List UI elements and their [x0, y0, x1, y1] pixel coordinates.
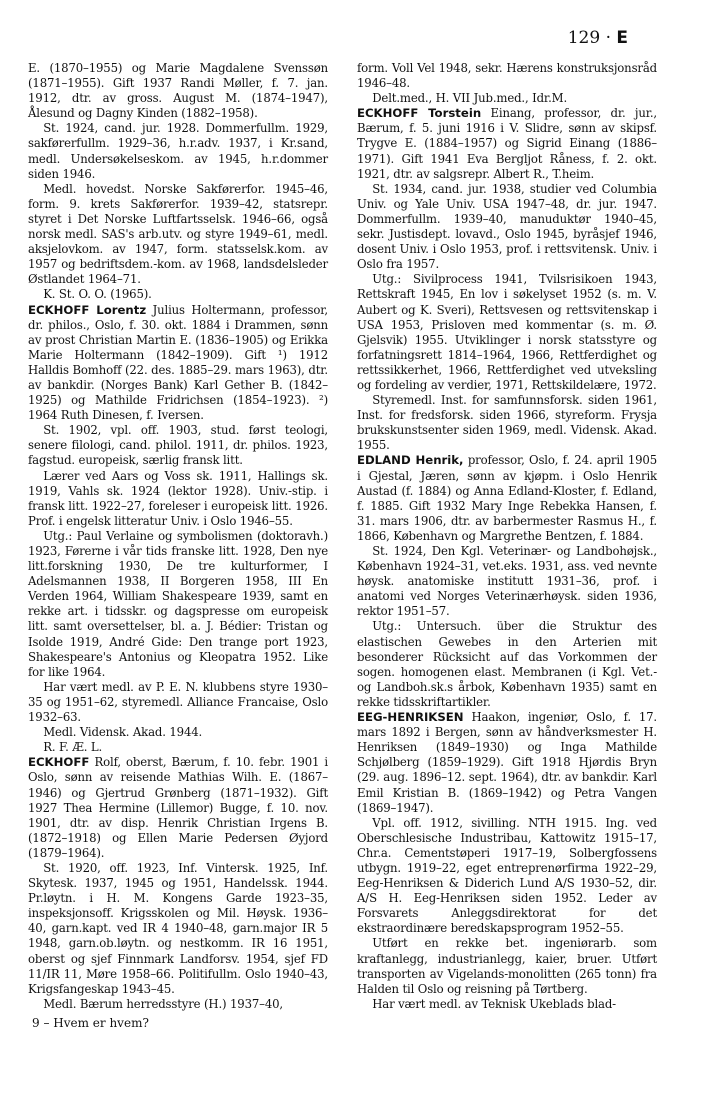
entry-paragraph: Vpl. off. 1912, sivilling. NTH 1915. Ing. ved Oberschlesische Industribau, Kattowitz 1915–17, Chr.a. Cementstøperi 1917–19, Solbergfossens utbygn. 1919–22, eget entreprenørfirma 1922–29, Eeg-Henriksen & Diderich Lund A/S 1930–52, dir. A/S H. Eeg-Henriksen siden 1952. Leder av Forsvarets Anleggsdirektorat for det ekstraordinære beredskapsprogram 1952–55.	[357, 815, 657, 936]
entry-text: professor, Oslo, f. 24. april 1905 i Gjestal, Jæren, sønn av kjøpm. i Oslo Henrik Austad (f. 1884) og Anna Edland-Kloster, f. Edland, f. 1885. Gift 1932 Mary Inge Rebekka Hansen, f. 31. mars 1906, dtr. av barbermester Rasmus H., f. 1866, København og Margrethe Bentzen, f. 1884.	[357, 453, 657, 543]
entry-paragraph: St. 1924, cand. jur. 1928. Dommerfullm. 1929, sakførerfullm. 1929–36, h.r.adv. 1937, i Kr.sand, medl. Undersøkelseskom. av 1945, h.r.dommer siden 1946.	[28, 121, 328, 181]
entry-paragraph: St. 1902, vpl. off. 1903, stud. først teologi, senere filologi, cand. philol. 1911, dr. philos. 1923, fagstud. europeisk, særlig fransk litt.	[28, 423, 328, 468]
entry-paragraph: Utg.: Untersuch. über die Struktur des elastischen Gewebes in den Arterien mit besonderer Rücksicht auf das Vorkommen der sogen. homogenen elast. Membranen (i Kgl. Vet.- og Landboh.sk.s årbok, København 1935) samt en rekke tidsskriftartikler.	[357, 619, 657, 709]
section-letter: E	[616, 28, 628, 48]
entry-eeg-henriksen-haakon	[357, 710, 657, 816]
entry-paragraph: St. 1934, cand. jur. 1938, studier ved Columbia Univ. og Yale Univ. USA 1947–48, dr. jur. 1947. Dommerfullm. 1939–40, manuduktør 1940–45, sekr. Justisdept. lovavd., Oslo 1945, byråsjef 1946, dosent Univ. i Oslo 1953, prof. i rettsvitensk. Univ. i Oslo fra 1957.	[357, 181, 657, 272]
entry-paragraph: Delt.med., H. VII Jub.med., Idr.M.	[372, 91, 568, 106]
entry-paragraph: Utg.: Paul Verlaine og symbolismen (doktoravh.) 1923, Førerne i vår tids franske litt. 1928, Den nye litt.forskning 1930, De tre kulturformer, I Adelsmannen 1938, II Borgeren 1958, III En Verden 1964, William Shakespeare 1939, samt en rekke art. i tidsskr. og dagspresse om europeisk litt. samt oversettelser, bl. a. J. Bédier: Tristan og Isolde 1919, André Gide: Den trange port 1923, Shakespeare's Antonius og Kleopatra 1952. Like for like 1964.	[28, 528, 328, 679]
page-footer: 9 – Hvem er hvem?	[32, 1016, 149, 1030]
entry-paragraph: form. Voll Vel 1948, sekr. Hærens konstruksjonsråd 1946–48.	[357, 61, 657, 91]
entry-paragraph: St. 1920, off. 1923, Inf. Vintersk. 1925, Inf. Skytesk. 1937, 1945 og 1951, Handelssk. 1944. Pr.løytn. i H. M. Kongens Garde 1923–35, inspeksjonsoff. Krigsskolen og Mil. Høysk. 1936–40, garn.kapt. ved IR 4 1940–48, garn.major IR 5 1948, garn.ob.løytn. og nestkomm. IR 16 1951, oberst og sjef Finnmark Landforsv. 1954, sjef FD 11/IR 11, Møre 1958–66. Politifullm. Oslo 1940–43, Krigsfangeskap 1943–45.	[28, 860, 328, 996]
entry-text: Einang, professor, dr. jur., Bærum, f. 5. juni 1916 i V. Slidre, sønn av skipsf. Trygve E. (1884–1957) og Sigrid Einang (1886–1971). Gift 1941 Eva Bergljot Råness, f. 2. okt. 1921, dtr. av salgsrepr. Albert R., T.heim.	[357, 106, 657, 181]
entry-paragraph: K. St. O. O. (1965).	[43, 287, 152, 302]
page-number: 129	[567, 28, 601, 48]
left-column	[28, 61, 328, 1012]
entry-paragraph: Utført en rekke bet. ingeniørarb. som kraftanlegg, industrianlegg, kaier, bruer. Utført transporten av Vigelands-monolitten (265 tonn) fra Halden til Oslo og reisning på Tørtberg.	[357, 936, 657, 996]
entry-paragraph: R. F. Æ. L.	[43, 740, 103, 755]
entry-eckhoff-lorentz	[28, 303, 328, 424]
entry-name: ECKHOFF Lorentz	[28, 302, 147, 317]
entry-paragraph: E. (1870–1955) og Marie Magdalene Svenssøn (1871–1955). Gift 1937 Randi Møller, f. 7. jan. 1912, dtr. av gross. August M. (1874–1947), Ålesund og Dagny Kinden (1882–1958).	[28, 61, 328, 121]
entry-paragraph: Utg.: Sivilprocess 1941, Tvilsrisikoen 1943, Rettskraft 1945, En lov i søkelyset 1952 (s. m. V. Aubert og K. Sveri), Rettsvesen og rettsvitenskap i USA 1953, Prisloven med kommentar (s. m. Ø. Gjelsvik) 1955. Utviklinger i norsk statsstyre og forfatningsrett 1814–1964, 1966, Rettferdighet og rettssikkerhet, 1966, Rettferdighet ved utveksling og fordeling av verdier, 1971, Rettskildelære, 1972.	[357, 272, 657, 392]
right-column	[357, 61, 657, 1012]
header-separator: ·	[605, 28, 611, 48]
entry-edland-henrik	[357, 453, 657, 544]
entry-eckhoff-rolf	[28, 755, 328, 861]
entry-eckhoff-torstein	[357, 106, 657, 181]
entry-name: EDLAND Henrik,	[357, 453, 464, 468]
entry-paragraph: Lærer ved Aars og Voss sk. 1911, Hallings sk. 1919, Vahls sk. 1924 (lektor 1928). Univ.-stip. i fransk litt. 1922–27, foreleser i europeisk litt. 1926. Prof. i engelsk litteratur Univ. i Oslo 1946–55.	[28, 468, 328, 528]
entry-text: Haakon, ingeniør, Oslo, f. 17. mars 1892 i Bergen, sønn av håndverksmester H. Henriksen (1849–1930) og Inga Mathilde Schjølberg (1859–1929). Gift 1918 Hjørdis Bryn (29. aug. 1896–12. sept. 1964), dtr. av bankdir. Karl Emil Kristian B. (1869–1942) og Petra Vangen (1869–1947).	[357, 710, 657, 815]
entry-paragraph: Har vært medl. av Teknisk Ukeblads blad-	[372, 996, 616, 1011]
entry-paragraph: Styremedl. Inst. for samfunnsforsk. siden 1961, Inst. for fredsforsk. siden 1966, styreform. Frysja brukskunstsenter siden 1969, medl. Vidensk. Akad. 1955.	[357, 393, 657, 453]
page-header	[568, 28, 628, 48]
entry-name: ECKHOFF Torstein	[357, 106, 482, 121]
entry-name: ECKHOFF	[28, 755, 90, 770]
entry-paragraph: Medl. hovedst. Norske Sakførerfor. 1945–46, form. 9. krets Sakførerfor. 1939–42, statsrepr. styret i Det Norske Luftfartsselsk. 1946–66, også norsk medl. SAS's arb.utv. og styre 1949–61, medl. aksjelovkom. av 1947, form. statsselsk.kom. av 1957 og bedriftsdem.-kom. av 1968, landsdelsleder Østlandet 1964–71.	[28, 181, 328, 287]
entry-text: Julius Holtermann, professor, dr. philos., Oslo, f. 30. okt. 1884 i Drammen, sønn av prost Christian Martin E. (1836–1905) og Erikka Marie Holtermann (1842–1909). Gift ¹) 1912 Halldis Bomhoff (22. des. 1885–29. mars 1963), dtr. av bankdir. (Norges Bank) Karl Gether B. (1842–1925) og Mathilde Fridrichsen (1854–1923). ²) 1964 Ruth Dinesen, f. Iversen.	[28, 302, 328, 423]
entry-paragraph: Har vært medl. av P. E. N. klubbens styre 1930–35 og 1951–62, styremedl. Alliance Francaise, Oslo 1932–63.	[28, 679, 328, 725]
entry-name: EEG-HENRIKSEN	[357, 710, 464, 725]
entry-paragraph: Medl. Bærum herredsstyre (H.) 1937–40,	[43, 996, 283, 1011]
entry-text: Rolf, oberst, Bærum, f. 10. febr. 1901 i Oslo, sønn av reisende Mathias Wilh. E. (1867–1946) og Gjertrud Grønberg (1871–1932). Gift 1927 Thea Hermine (Lillemor) Bugge, f. 10. nov. 1901, dtr. av disp. Henrik Christian Irgens B. (1872–1918) og Ellen Marie Pedersen Øyjord (1879–1964).	[28, 755, 328, 860]
entry-paragraph: Medl. Vidensk. Akad. 1944.	[43, 725, 203, 740]
entry-paragraph: St. 1924, Den Kgl. Veterinær- og Landbohøjsk., København 1924–31, vet.eks. 1931, ass. ved nevnte høysk. anatomiske institutt 1931–36, prof. i anatomi ved Norges Veterinærhøysk. siden 1936, rektor 1951–57.	[357, 544, 657, 619]
